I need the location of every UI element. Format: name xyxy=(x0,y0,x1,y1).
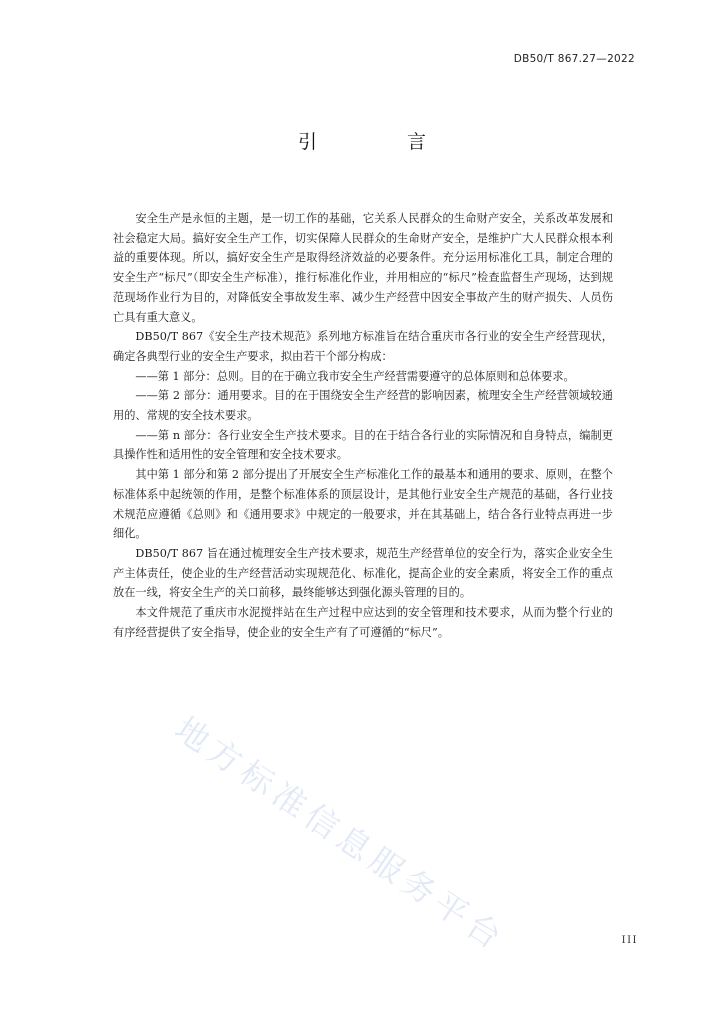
page-title: 引 言 xyxy=(297,131,469,153)
document-body xyxy=(113,209,613,642)
paragraph-series: DB50/T 867《安全生产技术规范》系列地方标准旨在结合重庆市各行业的安全生产经营现状，确定各典型行业的安全生产要求，拟由若干个部分构成： xyxy=(113,330,613,363)
paragraph-purpose: DB50/T 867 旨在通过梳理安全生产技术要求，规范生产经营单位的安全行为，落实企业安全生产主体责任，使企业的生产经营活动实现规范化、标准化，提高企业的安全素质，将安全工作的重点放在一线，将安全生产的关口前移，最终能够达到强化源头管理的目的。 xyxy=(113,546,613,600)
paragraph-scope: 本文件规范了重庆市水泥搅拌站在生产过程中应达到的安全管理和技术要求，从而为整个行业的有序经营提供了安全指导，使企业的安全生产有了可遵循的“标尺”。 xyxy=(113,606,613,639)
document-code: DB50/T 867.27—2022 xyxy=(513,53,635,65)
watermark: 地方标准信息服务平台 xyxy=(167,708,514,960)
list-item-part-2: ——第 2 部分：通用要求。目的在于围绕安全生产经营的影响因素，梳理安全生产经营领域较通用的、常规的安全技术要求。 xyxy=(113,389,613,423)
page-number: III xyxy=(621,935,638,946)
list-item-part-1: ——第 1 部分：总则。目的在于确立我市安全生产经营需要遵守的总体原则和总体要求。 xyxy=(135,369,575,383)
paragraph-parts-relationship: 其中第 1 部分和第 2 部分提出了开展安全生产标准化工作的最基本和通用的要求、原则，在整个标准体系中起统领的作用，是整个标准体系的顶层设计，是其他行业安全生产规范的基础，各行业技术规范应遵循《总则》和《通用要求》中规定的一般要求，并在其基础上，结合各行业特点再进一步细化。 xyxy=(113,468,613,541)
list-item-part-n: ——第 n 部分：各行业安全生产技术要求。目的在于结合各行业的实际情况和自身特点，编制更具操作性和适用性的安全管理和安全技术要求。 xyxy=(113,428,613,462)
paragraph-intro: 安全生产是永恒的主题，是一切工作的基础，它关系人民群众的生命财产安全，关系改革发展和社会稳定大局。搞好安全生产工作，切实保障人民群众的生命财产安全，是维护广大人民群众根本利益的重要体现。所以，搞好安全生产是取得经济效益的必要条件。充分运用标准化工具，制定合理的安全生产“标尺”（即安全生产标准），推行标准化作业，并用相应的“标尺”检查监督生产现场，达到规范现场作业行为目的，对降低安全事故发生率、减少生产经营中因安全事故产生的财产损失、人员伤亡具有重大意义。 xyxy=(113,212,613,324)
